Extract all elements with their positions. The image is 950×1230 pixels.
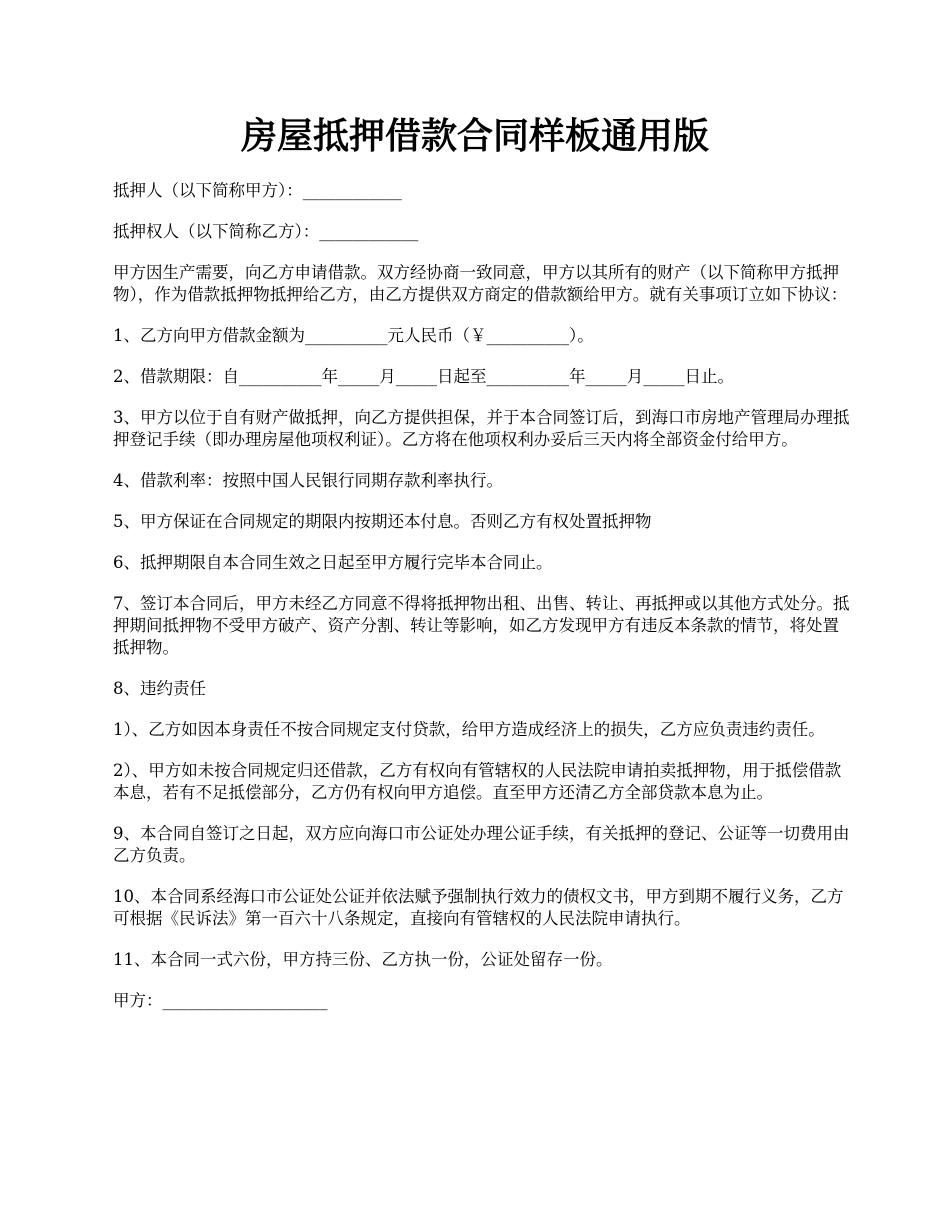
party-a-signature-line: 甲方：____________________: [113, 991, 328, 1010]
clause-3-collateral: 3、甲方以位于自有财产做抵押，向乙方提供担保，并于本合同签订后，到海口市房地产管理局办理抵押登记手续（即办理房屋他项权利证）。乙方将在他项权利办妥后三天内将全部资金付给甲方。: [113, 408, 850, 449]
clause-2-loan-term: 2、借款期限：自__________年_____月_____日起至__________年_____月_____日止。: [113, 367, 734, 386]
clause-11-copies: 11、本合同一式六份，甲方持三份、乙方执一份，公证处留存一份。: [113, 950, 613, 969]
clause-8-2-party-a-breach: 2）、甲方如未按合同规定归还借款，乙方有权向有管辖权的人民法院申请拍卖抵押物，用于抵偿借款本息，若有不足抵偿部分，乙方仍有权向甲方追偿。直至甲方还清乙方全部贷款本息为止。: [113, 761, 842, 802]
clause-7-restrictions: 7、签订本合同后，甲方未经乙方同意不得将抵押物出租、出售、转让、再抵押或以其他方式处分。抵押期间抵押物不受甲方破产、资产分割、转让等影响，如乙方发现甲方有违反本条款的情节，将处置抵押物。: [113, 594, 850, 657]
clause-6-pledge-period: 6、抵押期限自本合同生效之日起至甲方履行完毕本合同止。: [113, 553, 553, 572]
clause-8-breach-heading: 8、违约责任: [113, 679, 206, 698]
clause-1-loan-amount: 1、乙方向甲方借款金额为__________元人民币（￥__________）。: [113, 326, 594, 345]
clause-9-notarization: 9、本合同自签订之日起，双方应向海口市公证处办理公证手续，有关抵押的登记、公证等一切费用由乙方负责。: [113, 824, 850, 865]
clause-5-repayment: 5、甲方保证在合同规定的期限内按期还本付息。否则乙方有权处置抵押物: [113, 512, 652, 531]
document-body: [113, 180, 853, 1031]
clause-4-interest-rate: 4、借款利率：按照中国人民银行同期存款利率执行。: [113, 471, 503, 490]
preamble-paragraph: 甲方因生产需要，向乙方申请借款。双方经协商一致同意，甲方以其所有的财产（以下简称甲方抵押物），作为借款抵押物抵押给乙方，由乙方提供双方商定的借款额给甲方。就有关事项订立如下协议：: [113, 263, 848, 304]
pledgor-line: 抵押人（以下简称甲方）：____________: [113, 181, 402, 200]
clause-8-1-party-b-breach: 1）、乙方如因本身责任不按合同规定支付贷款，给甲方造成经济上的损失，乙方应负责违约责任。: [113, 720, 825, 739]
document-title: 房屋抵押借款合同样板通用版: [240, 115, 709, 157]
clause-10-enforcement: 10、本合同系经海口市公证处公证并依法赋予强制执行效力的债权文书，甲方到期不履行义务，乙方可根据《民诉法》第一百六十八条规定，直接向有管辖权的人民法院申请执行。: [113, 887, 844, 928]
pledgee-line: 抵押权人（以下简称乙方）：____________: [113, 222, 419, 241]
